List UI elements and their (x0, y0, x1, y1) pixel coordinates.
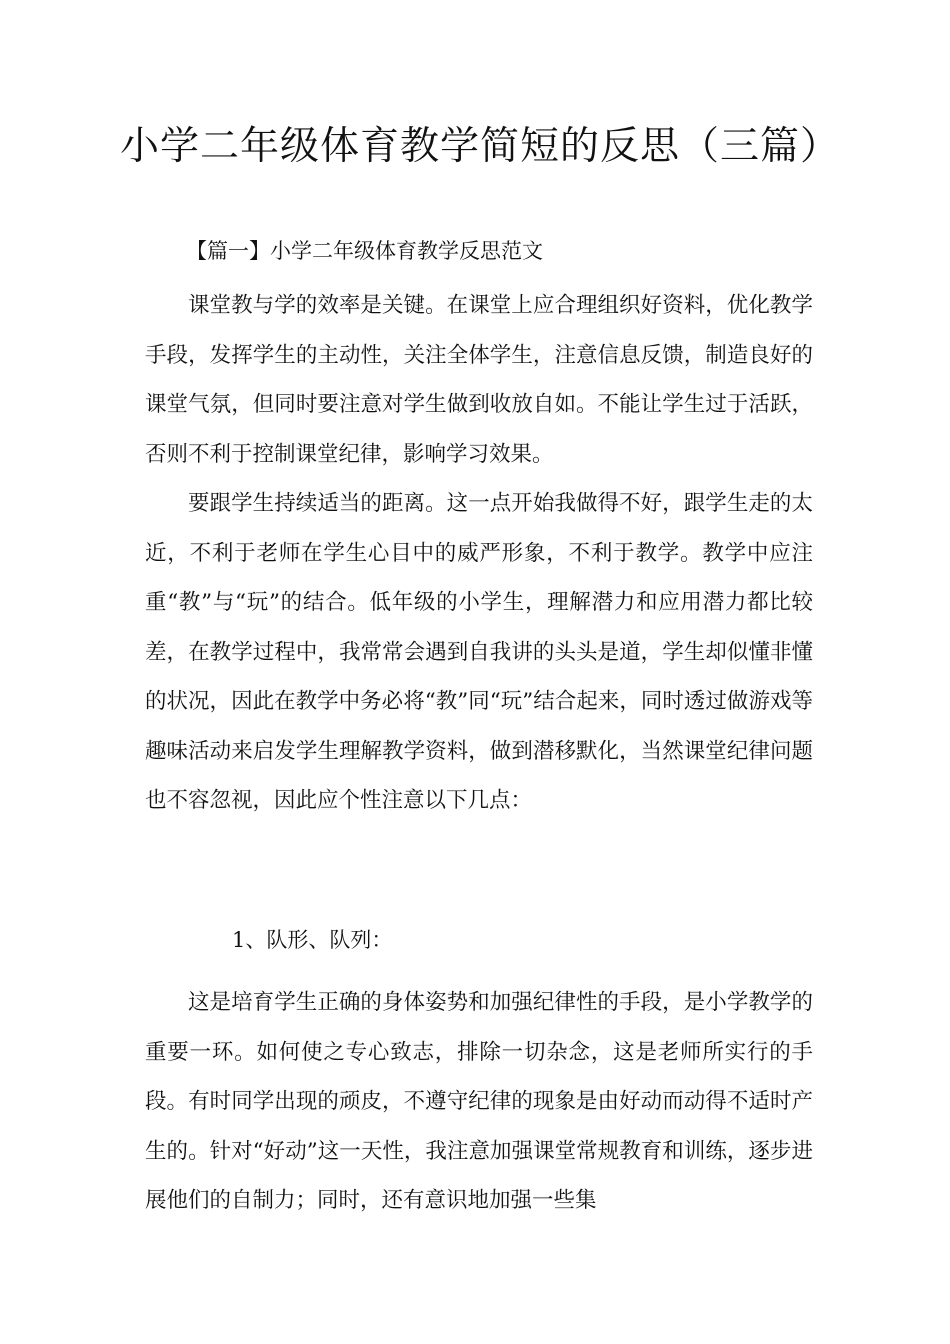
section-heading: 【篇一】小学二年级体育教学反思范文 (186, 239, 543, 263)
body-paragraph-3: 这是培育学生正确的身体姿势和加强纪律性的手段，是小学教学的重要一环。如何使之专心致志，排除一切杂念，这是老师所实行的手段。有时同学出现的顽皮，不遵守纪律的现象是由好动而动得不适时产生的。针对“好动”这一天性，我注意加强课堂常规教育和训练，逐步进展他们的自制力；同时，还有意识地加强一些集 (145, 990, 813, 1213)
body-paragraph-2: 要跟学生持续适当的距离。这一点开始我做得不好，跟学生走的太近，不利于老师在学生心目中的威严形象，不利于教学。教学中应注重“教”与“玩”的结合。低年级的小学生，理解潜力和应用潜力都比较差，在教学过程中，我常常会遇到自我讲的头头是道，学生却似懂非懂的状况，因此在教学中务必将“教”同“玩”结合起来，同时透过做游戏等趣味活动来启发学生理解教学资料，做到潜移默化，当然课堂纪律问题也不容忽视，因此应个性注意以下几点： (145, 491, 813, 813)
list-item-heading: 1、队形、队列： (232, 928, 393, 952)
body-paragraph-1: 课堂教与学的效率是关键。在课堂上应合理组织好资料，优化教学手段，发挥学生的主动性，关注全体学生，注意信息反馈，制造良好的课堂气氛，但同时要注意对学生做到收放自如。不能让学生过于活跃，否则不利于控制课堂纪律，影响学习效果。 (145, 293, 813, 467)
document-title: 小学二年级体育教学简短的反思（三篇） (120, 124, 841, 169)
